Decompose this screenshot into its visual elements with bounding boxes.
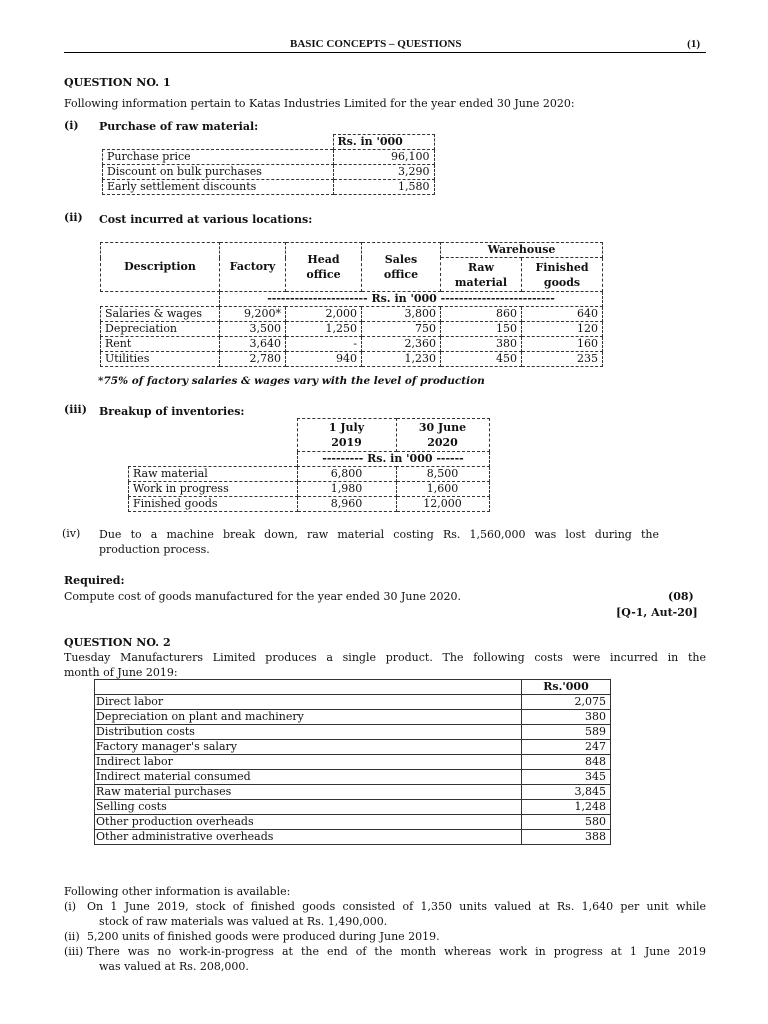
table-row: Work in progress 1,980 1,600: [129, 482, 490, 497]
question-reference: [Q-1, Aut-20]: [616, 606, 698, 619]
table-row: Finished goods 8,960 12,000: [129, 497, 490, 512]
other-info-heading: Following other information is available:: [64, 885, 291, 898]
table-row: Distribution costs 589: [95, 725, 611, 740]
q2-intro-line1: Tuesday Manufacturers Limited produces a single product. The following costs were incurred in the: [64, 651, 706, 664]
table-row: Other production overheads 580: [95, 815, 611, 830]
list-item-num: (i): [64, 900, 77, 913]
table-row: Depreciation on plant and machinery 380: [95, 710, 611, 725]
table-row: Discount on bulk purchases 3,290: [103, 165, 435, 180]
header-title: BASIC CONCEPTS – QUESTIONS: [290, 38, 462, 50]
required-label: Required:: [64, 574, 125, 587]
table-row: Factory manager's salary 247: [95, 740, 611, 755]
col-head-office: Head office: [286, 243, 362, 292]
col-warehouse: Warehouse: [441, 243, 603, 258]
unit-header: Rs. in '000: [333, 135, 434, 150]
page-header: [64, 38, 706, 53]
table-row: Early settlement discounts 1,580: [103, 180, 435, 195]
table-row: Raw material purchases 3,845: [95, 785, 611, 800]
table-row: Selling costs 1,248: [95, 800, 611, 815]
q1-part3-title: Breakup of inventories:: [99, 405, 245, 418]
q1-part2-num: (ii): [64, 211, 83, 224]
list-item: On 1 June 2019, stock of finished goods consisted of 1,350 units valued at Rs. 1,640 per unit while: [87, 900, 706, 913]
q1-part1-num: (i): [64, 119, 79, 132]
page-number: (1): [687, 38, 700, 50]
list-item: 5,200 units of finished goods were produced during June 2019.: [87, 930, 440, 943]
q1-intro: Following information pertain to Katas Industries Limited for the year ended 30 June 2020:: [64, 97, 575, 110]
list-item-num: (iii): [64, 945, 84, 958]
table-row: Utilities 2,780 940 1,230 450 235: [101, 352, 603, 367]
required-text: Compute cost of goods manufactured for the year ended 30 June 2020.: [64, 590, 462, 603]
q1-part4-line2: production process.: [99, 543, 210, 556]
table-row: Depreciation 3,500 1,250 750 150 120: [101, 322, 603, 337]
col-30-june: 30 June 2020: [396, 419, 489, 452]
q1-part4-line1: Due to a machine break down, raw material costing Rs. 1,560,000 was lost during the: [99, 528, 659, 541]
table-row: Other administrative overheads 388: [95, 830, 611, 845]
location-cost-table: [100, 242, 603, 367]
raw-material-purchase-table: [102, 134, 435, 195]
q1-heading: QUESTION NO. 1: [64, 76, 171, 89]
table-row: Indirect material consumed 345: [95, 770, 611, 785]
q2-heading: QUESTION NO. 2: [64, 636, 171, 649]
table-row: Direct labor 2,075: [95, 695, 611, 710]
unit-line: --------- Rs. in '000 ------: [297, 452, 489, 467]
list-item-cont: was valued at Rs. 208,000.: [99, 960, 249, 973]
june-costs-table: [94, 679, 611, 845]
col-sales-office: Sales office: [362, 243, 441, 292]
col-raw-material: Raw material: [441, 258, 522, 292]
list-item-num: (ii): [64, 930, 80, 943]
unit-header: Rs.'000: [522, 680, 611, 695]
list-item-cont: stock of raw materials was valued at Rs. 1,490,000.: [99, 915, 388, 928]
table-row: Raw material 6,800 8,500: [129, 467, 490, 482]
footnote: *75% of factory salaries & wages vary with the level of production: [98, 375, 485, 387]
col-description: Description: [101, 243, 220, 292]
col-finished-goods: Finished goods: [522, 258, 603, 292]
q2-intro-line2: month of June 2019:: [64, 666, 178, 679]
table-row: Indirect labor 848: [95, 755, 611, 770]
q1-part4-num: (iv): [62, 527, 81, 540]
unit-line: ---------------------- Rs. in '000 -------------------------: [220, 292, 603, 307]
q1-part3-num: (iii): [64, 403, 87, 416]
table-row: Rent 3,640 - 2,360 380 160: [101, 337, 603, 352]
table-row: Salaries & wages 9,200* 2,000 3,800 860 640: [101, 307, 603, 322]
list-item: There was no work-in-progress at the end of the month whereas work in progress at 1 June 2019: [87, 945, 706, 958]
col-factory: Factory: [220, 243, 286, 292]
marks: (08): [668, 590, 694, 603]
inventory-table: [128, 418, 490, 512]
table-row: Purchase price 96,100: [103, 150, 435, 165]
col-1-july: 1 July 2019: [297, 419, 396, 452]
q1-part1-title: Purchase of raw material:: [99, 120, 259, 133]
q1-part2-title: Cost incurred at various locations:: [99, 213, 313, 226]
